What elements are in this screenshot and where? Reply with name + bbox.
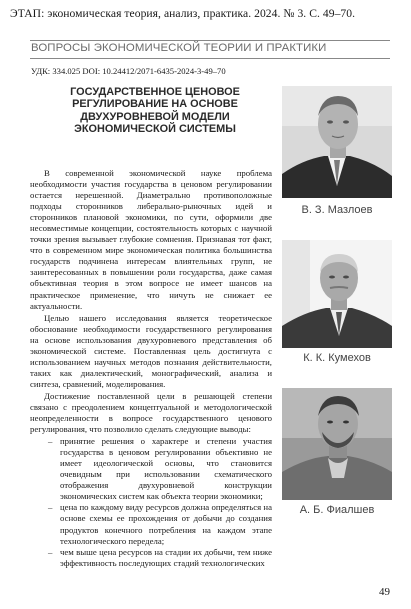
running-header: ЭТАП: экономическая теория, анализ, практика. 2024. № 3. С. 49–70. bbox=[10, 7, 356, 20]
list-item: – принятие решения о характере и степени участия государства в ценовом регулировании объективно не имеет идеологической основы, что становится очевидным при использовании схематического отображения двухуровневой конструкции экономических систем как объекта теории экономики; bbox=[30, 436, 272, 502]
paragraph: В современной экономической науке проблема необходимости участия государства в ценовом регулировании остается нерешенной. Диаметрально противоположные подходы сторонников либерально-рыночных идей и сторонников плановой экономики, по сути, оформили две несовместимые концепции, состоятельность которых с научной точки зрения вызывает глубокие сомнения. Признавая тот факт, что в современном мире экономическая политика большинства государств подчинена интересам влиятельных групп, не заинтересованных в повышении роли государства, даже самая объективная теория в этом вопросе не имеет шансов на практическое применение, что ничуть не снижает ее актуальности. bbox=[30, 168, 272, 311]
title-line: РЕГУЛИРОВАНИЕ НА ОСНОВЕ bbox=[72, 98, 238, 111]
title-line: ЭКОНОМИЧЕСКОЙ СИСТЕМЫ bbox=[74, 123, 236, 136]
list-item: – цена по каждому виду ресурсов должна определяться на основе схемы ее прохождения от добычи до создания продуктов конечного потребления на каждом этапе технологического передела; bbox=[30, 502, 272, 546]
article-body bbox=[30, 168, 272, 569]
author-name: К. К. Кумехов bbox=[303, 352, 371, 364]
author-photo-fialshev bbox=[282, 388, 392, 500]
title-line: ГОСУДАРСТВЕННОЕ ЦЕНОВОЕ bbox=[70, 86, 240, 98]
list-item: – чем выше цена ресурсов на стадии их добычи, тем ниже эффективность последующих стадий технологических bbox=[30, 547, 272, 569]
conclusions-list bbox=[30, 436, 272, 569]
author-photo-kumekhov bbox=[282, 240, 392, 348]
author-photo-mazloev bbox=[282, 86, 392, 198]
section-title: ВОПРОСЫ ЭКОНОМИЧЕСКОЙ ТЕОРИИ И ПРАКТИКИ bbox=[31, 42, 327, 54]
title-line: ДВУХУРОВНЕВОЙ МОДЕЛИ bbox=[80, 110, 230, 123]
author-name: А. Б. Фиалшев bbox=[299, 504, 375, 516]
udk-doi-line: УДК: 334.025 DOI: 10.24412/2071-6435-2024-3-49–70 bbox=[31, 66, 226, 76]
page-number: 49 bbox=[379, 586, 390, 598]
article-title bbox=[46, 86, 264, 136]
author-name: В. З. Мазлоев bbox=[301, 204, 373, 216]
paragraph: Достижение поставленной цели в решающей степени связано с преодолением концептуальной и методологической неопределенности в вопросе государственного ценового регулирования, что позволило сделать следующие выводы: bbox=[30, 390, 272, 435]
paragraph: Целью нашего исследования является теоретическое обоснование необходимости государственного регулирования на основе использования двухуровневого представления об экономической системе. Поставленная цель достигнута с использованием научных методов познания действительности, таких как диалектический, монографический, анализа и синтеза, сравнений, моделирования. bbox=[30, 312, 272, 389]
